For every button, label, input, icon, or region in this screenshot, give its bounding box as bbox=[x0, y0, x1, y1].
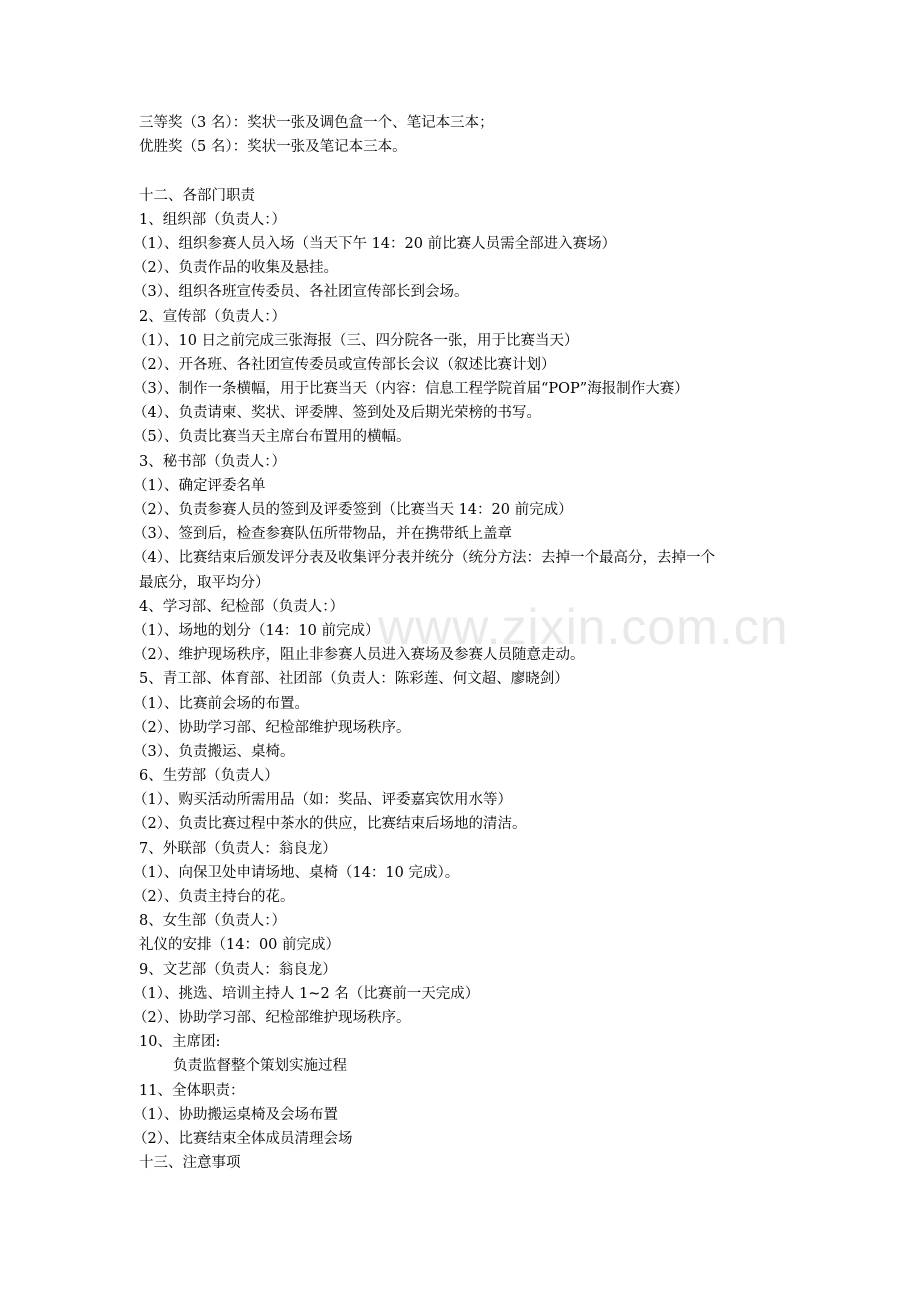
dept-item: （1）、场地的划分（14：10 前完成） bbox=[133, 622, 380, 639]
dept-heading: 4、学习部、纪检部（负责人：） bbox=[139, 598, 344, 615]
dept-item: （3）、制作一条横幅，用于比赛当天（内容：信息工程学院首届“POP”海报制作大赛） bbox=[133, 381, 689, 398]
section-13-title: 十三、注意事项 bbox=[139, 1155, 241, 1172]
blank-line bbox=[139, 159, 789, 183]
dept-heading: 2、宣传部（负责人：） bbox=[139, 308, 286, 325]
dept-item: （2）、协助学习部、纪检部维护现场秩序。 bbox=[133, 719, 411, 736]
dept-item: （2）、开各班、各社团宣传委员或宣传部长会议（叙述比赛计划） bbox=[133, 356, 556, 373]
dept-heading: 8、女生部（负责人：） bbox=[139, 913, 286, 930]
dept-item: （3）、组织各班宣传委员、各社团宣传部长到会场。 bbox=[133, 284, 469, 301]
dept-item: （2）、比赛结束全体成员清理会场 bbox=[133, 1130, 353, 1147]
dept-item: （5）、负责比赛当天主席台布置用的横幅。 bbox=[133, 429, 411, 446]
document-body bbox=[133, 111, 789, 1175]
dept-item: （1）、比赛前会场的布置。 bbox=[133, 695, 309, 712]
dept-heading: 7、外联部（负责人：翁良龙） bbox=[139, 840, 337, 857]
dept-plain-text: 礼仪的安排（14：00 前完成） bbox=[139, 937, 341, 954]
dept-item: （1）、向保卫处申请场地、桌椅（14：10 完成）。 bbox=[133, 864, 460, 881]
dept-item: （2）、负责比赛过程中茶水的供应，比赛结束后场地的清洁。 bbox=[133, 816, 527, 833]
dept-heading: 11、全体职责： bbox=[139, 1082, 245, 1099]
dept-heading: 9、文艺部（负责人：翁良龙） bbox=[139, 961, 337, 978]
dept-item: （1）、组织参赛人员入场（当天下午 14：20 前比赛人员需全部进入赛场） bbox=[133, 235, 617, 252]
dept-item: （1）、确定评委名单 bbox=[133, 477, 266, 494]
dept-item: （3）、负责搬运、桌椅。 bbox=[133, 743, 295, 760]
prize-excellence: 优胜奖（5 名）：奖状一张及笔记本三本。 bbox=[139, 139, 407, 156]
dept-item: （1）、购买活动所需用品（如：奖品、评委嘉宾饮用水等） bbox=[133, 792, 512, 809]
dept-item: （2）、维护现场秩序，阻止非参赛人员进入赛场及参赛人员随意走动。 bbox=[133, 647, 585, 664]
prize-third: 三等奖（3 名）：奖状一张及调色盒一个、笔记本三本； bbox=[139, 115, 494, 131]
dept-heading: 10、主席团: bbox=[139, 1034, 221, 1051]
dept-item: （1）、协助搬运桌椅及会场布置 bbox=[133, 1106, 338, 1123]
dept-item: （1）、挑选、培训主持人 1~2 名（比赛前一天完成） bbox=[133, 985, 480, 1002]
dept-item: （2）、协助学习部、纪检部维护现场秩序。 bbox=[133, 1009, 411, 1026]
section-12-title: 十二、各部门职责 bbox=[139, 187, 255, 204]
dept-heading: 6、生劳部（负责人） bbox=[139, 768, 279, 785]
dept-item: （2）、负责主持台的花。 bbox=[133, 889, 295, 905]
dept-heading: 3、秘书部（负责人：） bbox=[139, 453, 286, 470]
watermark: www.zixin.com.cn bbox=[378, 599, 789, 655]
dept-item: （2）、负责参赛人员的签到及评委签到（比赛当天 14：20 前完成） bbox=[133, 502, 573, 518]
dept-item: （1）、10 日之前完成三张海报（三、四分院各一张，用于比赛当天） bbox=[133, 332, 579, 349]
dept-item: （4）、比赛结束后颁发评分表及收集评分表并统分（统分方法：去掉一个最高分，去掉一个 bbox=[133, 550, 715, 567]
dept-item: （4）、负责请柬、奖状、评委牌、签到处及后期光荣榜的书写。 bbox=[133, 405, 541, 422]
dept-item: （2）、负责作品的收集及悬挂。 bbox=[133, 260, 338, 277]
dept-item-continuation: 最底分，取平均分） bbox=[139, 574, 270, 591]
dept-indented-text: 负责监督整个策划实施过程 bbox=[173, 1058, 347, 1075]
dept-heading: 5、青工部、体育部、社团部（负责人：陈彩莲、何文超、廖晓剑） bbox=[139, 671, 569, 688]
dept-heading: 1、组织部（负责人：） bbox=[139, 211, 286, 228]
dept-item: （3）、签到后，检查参赛队伍所带物品，并在携带纸上盖章 bbox=[133, 526, 512, 543]
